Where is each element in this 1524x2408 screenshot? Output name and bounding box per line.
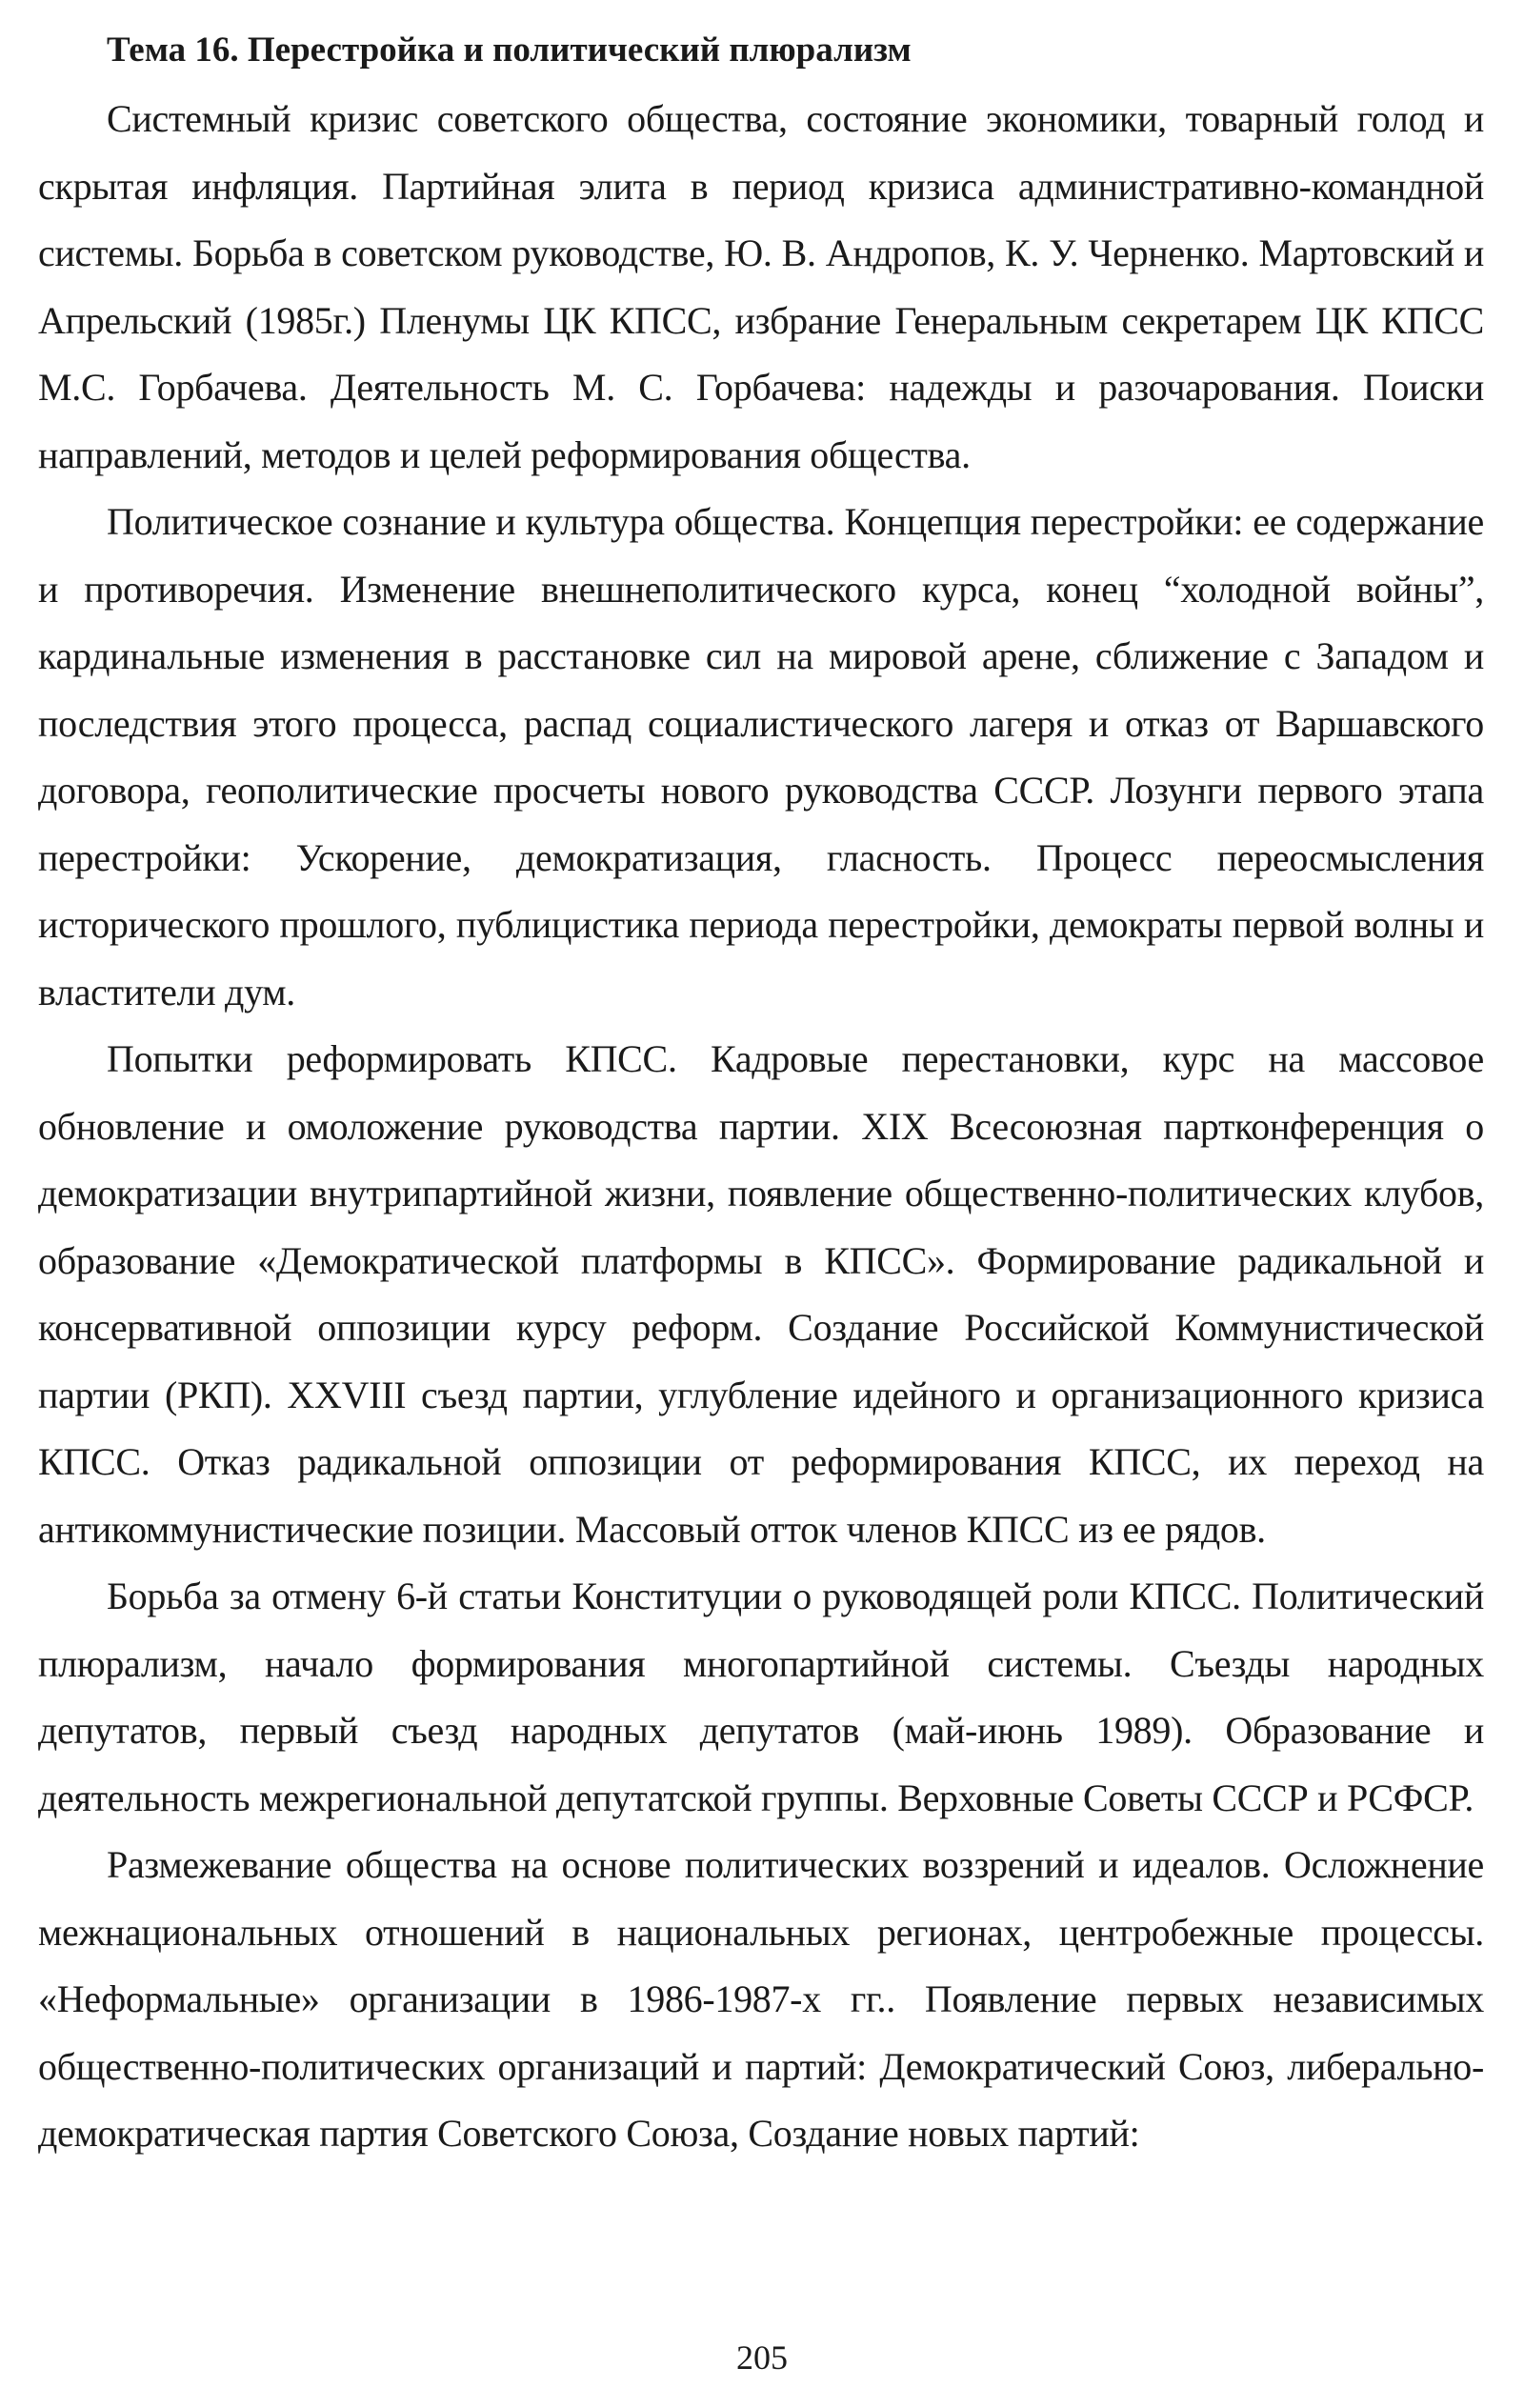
paragraph-5: Размежевание общества на основе политических воззрений и идеалов. Осложнение межнациональных отношений в национальных регионах, центробежные процессы. «Неформальные» организации в 1986-1987-х гг.. Появление первых независимых общественно-политических организаций и партий: Демократический Союз, либерально-демократическая партия Советского Союза, Создание новых партий: xyxy=(38,1843,1484,2155)
page-number: 205 xyxy=(736,2338,788,2377)
paragraph-1: Системный кризис советского общества, состояние экономики, товарный голод и скрытая инфляция. Партийная элита в период кризиса административно-командной системы. Борьба в советском руководстве, Ю. В. Андропов, К. У. Черненко. Мартовский и Апрельский (1985г.) Пленумы ЦК КПСС, избрание Генеральным секретарем ЦК КПСС М.С. Горбачева. Деятельность М. С. Горбачева: надежды и разочарования. Поиски направлений, методов и целей реформирования общества. xyxy=(38,97,1484,476)
paragraph-2: Политическое сознание и культура общества. Концепция перестройки: ее содержание и противоречия. Изменение внешнеполитического курса, конец “холодной войны”, кардинальные изменения в расстановке сил на мировой арене, сближение с Западом и последствия этого процесса, распад социалистического лагеря и отказ от Варшавского договора, геополитические просчеты нового руководства СССР. Лозунги первого этапа перестройки: Ускорение, демократизация, гласность. Процесс переосмысления исторического прошлого, публицистика периода перестройки, демократы первой волны и властители дум. xyxy=(38,500,1484,1013)
paragraph-4: Борьба за отмену 6-й статьи Конституции о руководящей роли КПСС. Политический плюрализм, начало формирования многопартийной системы. Съезды народных депутатов, первый съезд народных депутатов (май-июнь 1989). Образование и деятельность межрегиональной депутатской группы. Верховные Советы СССР и РСФСР. xyxy=(38,1575,1484,1819)
section-title: Тема 16. Перестройка и политический плюрализм xyxy=(107,30,912,70)
page-body xyxy=(38,21,1484,2168)
paragraph-3: Попытки реформировать КПСС. Кадровые перестановки, курс на массовое обновление и омоложение руководства партии. XIX Всесоюзная партконференция о демократизации внутрипартийной жизни, появление общественно-политических клубов, образование «Демократической платформы в КПСС». Формирование радикальной и консервативной оппозиции курсу реформ. Создание Российской Коммунистической партии (РКП). XXVIII съезд партии, углубление идейного и организационного кризиса КПСС. Отказ радикальной оппозиции от реформирования КПСС, их переход на антикоммунистические позиции. Массовый отток членов КПСС из ее рядов. xyxy=(38,1037,1484,1551)
